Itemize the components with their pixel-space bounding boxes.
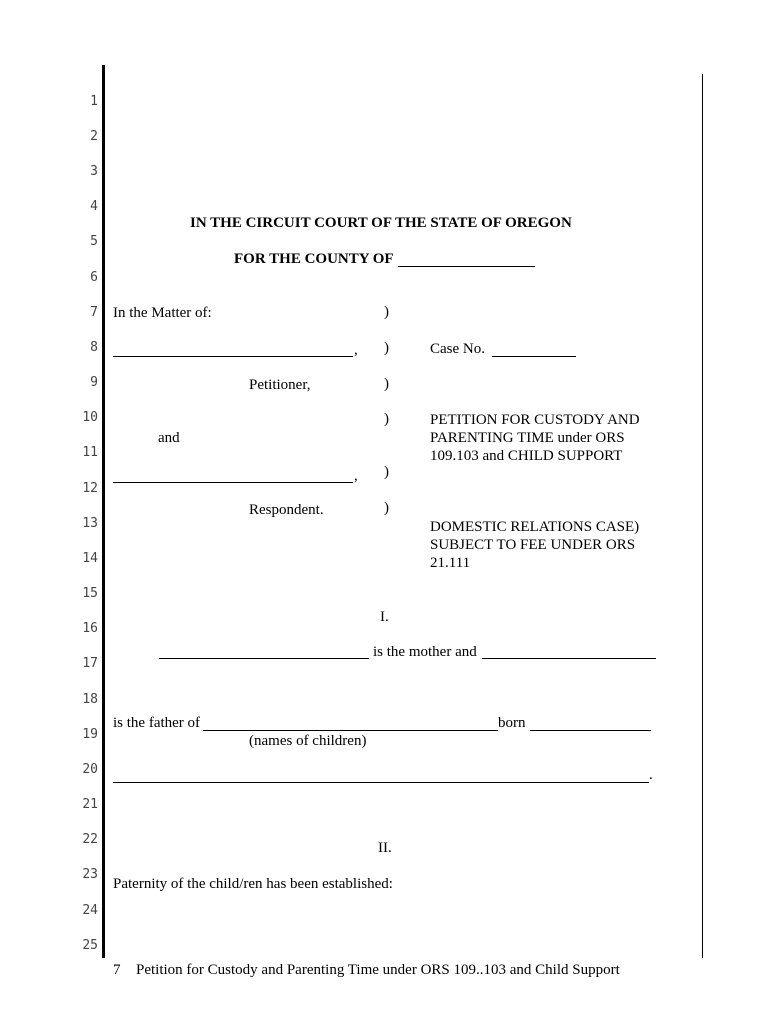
line-number: 18: [82, 692, 98, 707]
petition-title: [430, 411, 690, 465]
mother-name-blank[interactable]: [159, 658, 369, 659]
caption-paren: ): [384, 411, 389, 427]
fee-notice-line: DOMESTIC RELATIONS CASE): [430, 519, 640, 535]
petitioner-name-blank[interactable]: [113, 356, 353, 357]
county-blank[interactable]: [398, 266, 535, 267]
petition-title-line: 109.103 and CHILD SUPPORT: [430, 448, 623, 464]
respondent-label: Respondent.: [249, 502, 324, 518]
line-number: 10: [82, 410, 98, 425]
born-text: born: [498, 715, 526, 731]
line-number: 21: [82, 797, 98, 812]
children-names-blank[interactable]: [203, 730, 498, 731]
line-number: 12: [82, 481, 98, 496]
line-number: 9: [90, 375, 98, 390]
footer-title: Petition for Custody and Parenting Time under ORS 109..103 and Child Support: [136, 962, 620, 978]
caption-paren: ): [384, 464, 389, 480]
and-label: and: [158, 430, 180, 446]
court-heading: IN THE CIRCUIT COURT OF THE STATE OF OREGON: [190, 215, 572, 231]
line-number: 8: [90, 340, 98, 355]
line-number: 25: [82, 938, 98, 953]
line-number: 20: [82, 762, 98, 777]
paternity-text: Paternity of the child/ren has been established:: [113, 876, 393, 892]
mother-text: is the mother and: [373, 644, 477, 660]
right-margin-rule: [702, 74, 703, 958]
comma: ,: [354, 342, 358, 358]
line-number: 5: [90, 234, 98, 249]
petition-title-line: PETITION FOR CUSTODY AND: [430, 412, 640, 428]
line-number: 24: [82, 903, 98, 918]
case-no-blank[interactable]: [492, 356, 576, 357]
line-number: 16: [82, 621, 98, 636]
father-text: is the father of: [113, 715, 201, 731]
caption-paren: ): [384, 340, 389, 356]
comma: ,: [354, 468, 358, 484]
line-number: 3: [90, 164, 98, 179]
left-margin-rule: [102, 65, 105, 958]
county-heading: FOR THE COUNTY OF: [234, 251, 394, 267]
line-number: 6: [90, 270, 98, 285]
respondent-name-blank[interactable]: [113, 482, 353, 483]
petitioner-label: Petitioner,: [249, 377, 311, 393]
line-number: 19: [82, 727, 98, 742]
caption-paren: ): [384, 304, 389, 320]
fee-notice: [430, 518, 690, 572]
line-number: 1: [90, 94, 98, 109]
section-ii-heading: II.: [378, 840, 392, 856]
caption-paren: ): [384, 376, 389, 392]
petition-title-line: PARENTING TIME under ORS: [430, 430, 625, 446]
fee-notice-line: SUBJECT TO FEE UNDER ORS: [430, 537, 636, 553]
line-number: 23: [82, 867, 98, 882]
fee-notice-line: 21.111: [430, 555, 471, 571]
period: .: [649, 767, 653, 783]
line-number: 17: [82, 656, 98, 671]
line-number: 11: [82, 445, 98, 460]
line-number: 7: [90, 305, 98, 320]
footer-page-number: 7: [113, 962, 121, 978]
caption-paren: ): [384, 500, 389, 516]
case-no-label: Case No.: [430, 341, 485, 357]
children-continued-blank[interactable]: [113, 782, 649, 783]
line-number: 15: [82, 586, 98, 601]
in-the-matter-label: In the Matter of:: [113, 305, 212, 321]
born-date-blank[interactable]: [530, 730, 651, 731]
line-number: 2: [90, 129, 98, 144]
line-number: 4: [90, 199, 98, 214]
father-name-blank[interactable]: [482, 658, 656, 659]
line-number: 14: [82, 551, 98, 566]
line-number: 22: [82, 832, 98, 847]
line-number: 13: [82, 516, 98, 531]
children-hint: (names of children): [249, 733, 367, 749]
section-i-heading: I.: [380, 609, 389, 625]
